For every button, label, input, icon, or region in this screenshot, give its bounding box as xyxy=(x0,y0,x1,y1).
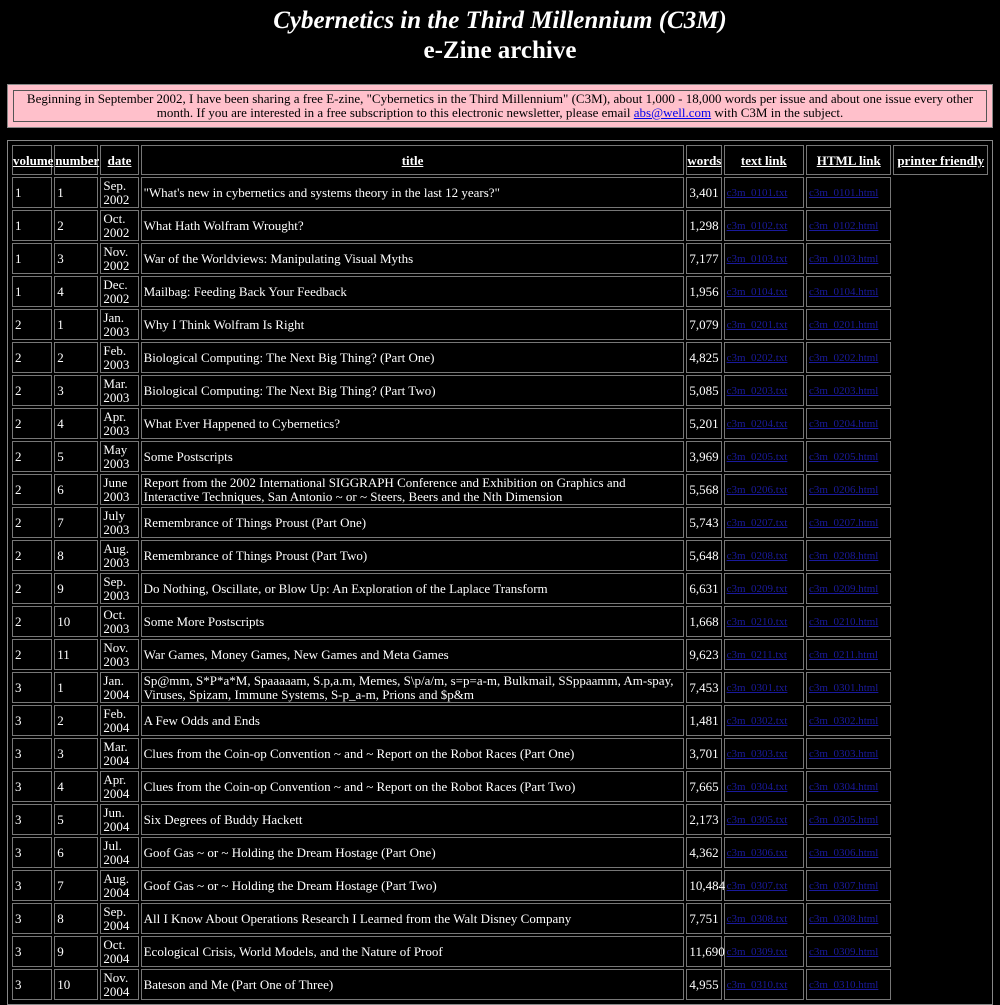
number-cell: 2 xyxy=(54,705,98,736)
title-cell: Goof Gas ~ or ~ Holding the Dream Hostage (Part One) xyxy=(141,837,685,868)
words-cell: 11,690 xyxy=(686,936,721,967)
table-row xyxy=(12,177,988,208)
date-cell: Jun. 2004 xyxy=(100,804,138,835)
words-cell: 9,623 xyxy=(686,639,721,670)
text-link[interactable]: c3m_0308.txt xyxy=(724,903,804,934)
title-cell: Some Postscripts xyxy=(141,441,685,472)
printer-friendly-cell xyxy=(893,672,988,703)
number-cell: 3 xyxy=(54,243,98,274)
number-cell: 9 xyxy=(54,573,98,604)
words-cell: 5,201 xyxy=(686,408,721,439)
number-cell: 6 xyxy=(54,474,98,505)
archive-table-frame xyxy=(7,140,993,1005)
col-date[interactable]: date xyxy=(100,145,138,175)
volume-cell: 3 xyxy=(12,738,52,769)
col-text-link[interactable]: text link xyxy=(724,145,804,175)
intro-box xyxy=(7,84,993,128)
html-link[interactable]: c3m_0307.html xyxy=(806,870,891,901)
text-link[interactable]: c3m_0104.txt xyxy=(724,276,804,307)
html-link[interactable]: c3m_0204.html xyxy=(806,408,891,439)
volume-cell: 3 xyxy=(12,903,52,934)
table-row xyxy=(12,804,988,835)
words-cell: 5,085 xyxy=(686,375,721,406)
table-row xyxy=(12,837,988,868)
title-cell: Report from the 2002 International SIGGRAPH Conference and Exhibition on Graphics and Interactive Techniques, San Antonio ~ or ~ Steers, Beers and the Nth Dimension xyxy=(141,474,685,505)
words-cell: 6,631 xyxy=(686,573,721,604)
number-cell: 4 xyxy=(54,408,98,439)
printer-friendly-cell xyxy=(893,738,988,769)
html-link[interactable]: c3m_0301.html xyxy=(806,672,891,703)
words-cell: 4,362 xyxy=(686,837,721,868)
col-printer-friendly[interactable]: printer friendly xyxy=(893,145,988,175)
volume-cell: 2 xyxy=(12,441,52,472)
html-link[interactable]: c3m_0210.html xyxy=(806,606,891,637)
date-cell: Apr. 2004 xyxy=(100,771,138,802)
number-cell: 1 xyxy=(54,177,98,208)
words-cell: 1,481 xyxy=(686,705,721,736)
number-cell: 2 xyxy=(54,210,98,241)
words-cell: 7,751 xyxy=(686,903,721,934)
date-cell: May 2003 xyxy=(100,441,138,472)
words-cell: 7,079 xyxy=(686,309,721,340)
col-words[interactable]: words xyxy=(686,145,721,175)
number-cell: 11 xyxy=(54,639,98,670)
printer-friendly-cell xyxy=(893,243,988,274)
text-link[interactable]: c3m_0303.txt xyxy=(724,738,804,769)
date-cell: Sep. 2004 xyxy=(100,903,138,934)
words-cell: 1,668 xyxy=(686,606,721,637)
volume-cell: 1 xyxy=(12,276,52,307)
intro-text xyxy=(13,90,987,122)
title-cell: Mailbag: Feeding Back Your Feedback xyxy=(141,276,685,307)
html-link[interactable]: c3m_0302.html xyxy=(806,705,891,736)
text-link[interactable]: c3m_0301.txt xyxy=(724,672,804,703)
volume-cell: 3 xyxy=(12,837,52,868)
volume-cell: 2 xyxy=(12,375,52,406)
date-cell: Feb. 2003 xyxy=(100,342,138,373)
html-link[interactable]: c3m_0304.html xyxy=(806,771,891,802)
text-link[interactable]: c3m_0202.txt xyxy=(724,342,804,373)
number-cell: 2 xyxy=(54,342,98,373)
html-link[interactable]: c3m_0103.html xyxy=(806,243,891,274)
number-cell: 8 xyxy=(54,903,98,934)
text-link[interactable]: c3m_0302.txt xyxy=(724,705,804,736)
title-cell: Biological Computing: The Next Big Thing? (Part One) xyxy=(141,342,685,373)
title-cell: Clues from the Coin-op Convention ~ and ~ Report on the Robot Races (Part One) xyxy=(141,738,685,769)
col-html-link[interactable]: HTML link xyxy=(806,145,891,175)
text-link[interactable]: c3m_0101.txt xyxy=(724,177,804,208)
printer-friendly-cell xyxy=(893,705,988,736)
title-cell: Remembrance of Things Proust (Part Two) xyxy=(141,540,685,571)
html-link[interactable]: c3m_0306.html xyxy=(806,837,891,868)
title-cell: Clues from the Coin-op Convention ~ and ~ Report on the Robot Races (Part Two) xyxy=(141,771,685,802)
table-row xyxy=(12,738,988,769)
title-cell: Why I Think Wolfram Is Right xyxy=(141,309,685,340)
words-cell: 2,173 xyxy=(686,804,721,835)
number-cell: 5 xyxy=(54,804,98,835)
volume-cell: 2 xyxy=(12,606,52,637)
table-row xyxy=(12,540,988,571)
table-row xyxy=(12,243,988,274)
words-cell: 5,648 xyxy=(686,540,721,571)
title-cell: War of the Worldviews: Manipulating Visual Myths xyxy=(141,243,685,274)
table-row xyxy=(12,573,988,604)
words-cell: 1,298 xyxy=(686,210,721,241)
title-cell: What Ever Happened to Cybernetics? xyxy=(141,408,685,439)
printer-friendly-cell xyxy=(893,771,988,802)
date-cell: Nov. 2003 xyxy=(100,639,138,670)
archive-table xyxy=(10,143,990,1002)
text-link[interactable]: c3m_0208.txt xyxy=(724,540,804,571)
date-cell: Feb. 2004 xyxy=(100,705,138,736)
table-body xyxy=(12,177,988,1000)
printer-friendly-cell xyxy=(893,870,988,901)
words-cell: 4,955 xyxy=(686,969,721,1000)
text-link[interactable]: c3m_0209.txt xyxy=(724,573,804,604)
date-cell: Aug. 2004 xyxy=(100,870,138,901)
table-row xyxy=(12,309,988,340)
printer-friendly-cell xyxy=(893,441,988,472)
table-row xyxy=(12,903,988,934)
number-cell: 3 xyxy=(54,375,98,406)
volume-cell: 2 xyxy=(12,573,52,604)
number-cell: 5 xyxy=(54,441,98,472)
intro-text-before: Beginning in September 2002, I have been sharing a free E-zine, "Cybernetics in the Third Millennium" (C3M), about 1,000 - 18,000 words per issue and about one issue every other month. If you are interested in a free subscription to this electronic newsletter, please email xyxy=(26,91,974,120)
text-link[interactable]: c3m_0205.txt xyxy=(724,441,804,472)
table-row xyxy=(12,408,988,439)
volume-cell: 2 xyxy=(12,507,52,538)
printer-friendly-cell xyxy=(893,639,988,670)
text-link[interactable]: c3m_0207.txt xyxy=(724,507,804,538)
printer-friendly-cell xyxy=(893,969,988,1000)
title-cell: Six Degrees of Buddy Hackett xyxy=(141,804,685,835)
html-link[interactable]: c3m_0310.html xyxy=(806,969,891,1000)
date-cell: Sep. 2003 xyxy=(100,573,138,604)
html-link[interactable]: c3m_0208.html xyxy=(806,540,891,571)
volume-cell: 2 xyxy=(12,639,52,670)
text-link[interactable]: c3m_0306.txt xyxy=(724,837,804,868)
volume-cell: 2 xyxy=(12,408,52,439)
date-cell: Nov. 2002 xyxy=(100,243,138,274)
title-cell: War Games, Money Games, New Games and Meta Games xyxy=(141,639,685,670)
text-link[interactable]: c3m_0204.txt xyxy=(724,408,804,439)
volume-cell: 3 xyxy=(12,936,52,967)
text-link[interactable]: c3m_0307.txt xyxy=(724,870,804,901)
words-cell: 7,177 xyxy=(686,243,721,274)
number-cell: 8 xyxy=(54,540,98,571)
title-cell: Do Nothing, Oscillate, or Blow Up: An Exploration of the Laplace Transform xyxy=(141,573,685,604)
date-cell: Oct. 2004 xyxy=(100,936,138,967)
html-link[interactable]: c3m_0309.html xyxy=(806,936,891,967)
volume-cell: 2 xyxy=(12,342,52,373)
date-cell: Jan. 2004 xyxy=(100,672,138,703)
words-cell: 5,743 xyxy=(686,507,721,538)
col-volume[interactable]: volume xyxy=(12,145,52,175)
html-link[interactable]: c3m_0203.html xyxy=(806,375,891,406)
table-row xyxy=(12,276,988,307)
html-link[interactable]: c3m_0101.html xyxy=(806,177,891,208)
printer-friendly-cell xyxy=(893,837,988,868)
printer-friendly-cell xyxy=(893,573,988,604)
volume-cell: 2 xyxy=(12,474,52,505)
words-cell: 3,701 xyxy=(686,738,721,769)
number-cell: 7 xyxy=(54,507,98,538)
text-link[interactable]: c3m_0309.txt xyxy=(724,936,804,967)
html-link[interactable]: c3m_0205.html xyxy=(806,441,891,472)
intro-text-after: with C3M in the subject. xyxy=(711,105,844,120)
html-link[interactable]: c3m_0206.html xyxy=(806,474,891,505)
title-cell: "What's new in cybernetics and systems theory in the last 12 years?" xyxy=(141,177,685,208)
text-link[interactable]: c3m_0201.txt xyxy=(724,309,804,340)
volume-cell: 2 xyxy=(12,540,52,571)
number-cell: 9 xyxy=(54,936,98,967)
html-link[interactable]: c3m_0305.html xyxy=(806,804,891,835)
number-cell: 1 xyxy=(54,309,98,340)
text-link[interactable]: c3m_0206.txt xyxy=(724,474,804,505)
text-link[interactable]: c3m_0310.txt xyxy=(724,969,804,1000)
number-cell: 10 xyxy=(54,969,98,1000)
text-link[interactable]: c3m_0210.txt xyxy=(724,606,804,637)
words-cell: 5,568 xyxy=(686,474,721,505)
date-cell: Nov. 2004 xyxy=(100,969,138,1000)
text-link[interactable]: c3m_0102.txt xyxy=(724,210,804,241)
html-link[interactable]: c3m_0104.html xyxy=(806,276,891,307)
table-row xyxy=(12,507,988,538)
number-cell: 7 xyxy=(54,870,98,901)
title-cell: Remembrance of Things Proust (Part One) xyxy=(141,507,685,538)
html-link[interactable]: c3m_0202.html xyxy=(806,342,891,373)
html-link[interactable]: c3m_0303.html xyxy=(806,738,891,769)
volume-cell: 1 xyxy=(12,243,52,274)
printer-friendly-cell xyxy=(893,804,988,835)
volume-cell: 3 xyxy=(12,870,52,901)
table-row xyxy=(12,375,988,406)
printer-friendly-cell xyxy=(893,408,988,439)
volume-cell: 3 xyxy=(12,705,52,736)
printer-friendly-cell xyxy=(893,507,988,538)
page-title: Cybernetics in the Third Millennium (C3M) xyxy=(273,7,727,34)
page-subtitle: e-Zine archive xyxy=(423,37,577,64)
volume-cell: 1 xyxy=(12,210,52,241)
table-row xyxy=(12,474,988,505)
printer-friendly-cell xyxy=(893,177,988,208)
printer-friendly-cell xyxy=(893,936,988,967)
number-cell: 4 xyxy=(54,276,98,307)
number-cell: 6 xyxy=(54,837,98,868)
date-cell: Jul. 2004 xyxy=(100,837,138,868)
printer-friendly-cell xyxy=(893,540,988,571)
printer-friendly-cell xyxy=(893,210,988,241)
table-row xyxy=(12,210,988,241)
date-cell: Mar. 2004 xyxy=(100,738,138,769)
title-cell: Bateson and Me (Part One of Three) xyxy=(141,969,685,1000)
volume-cell: 2 xyxy=(12,309,52,340)
title-cell: A Few Odds and Ends xyxy=(141,705,685,736)
text-link[interactable]: c3m_0103.txt xyxy=(724,243,804,274)
table-row xyxy=(12,969,988,1000)
html-link[interactable]: c3m_0207.html xyxy=(806,507,891,538)
title-cell: All I Know About Operations Research I Learned from the Walt Disney Company xyxy=(141,903,685,934)
table-row xyxy=(12,672,988,703)
text-link[interactable]: c3m_0304.txt xyxy=(724,771,804,802)
date-cell: June 2003 xyxy=(100,474,138,505)
volume-cell: 1 xyxy=(12,177,52,208)
printer-friendly-cell xyxy=(893,309,988,340)
number-cell: 1 xyxy=(54,672,98,703)
date-cell: Dec. 2002 xyxy=(100,276,138,307)
date-cell: Mar. 2003 xyxy=(100,375,138,406)
date-cell: Oct. 2002 xyxy=(100,210,138,241)
col-number[interactable]: number xyxy=(54,145,98,175)
html-link[interactable]: c3m_0102.html xyxy=(806,210,891,241)
printer-friendly-cell xyxy=(893,375,988,406)
words-cell: 4,825 xyxy=(686,342,721,373)
table-row xyxy=(12,771,988,802)
number-cell: 3 xyxy=(54,738,98,769)
title-cell: Some More Postscripts xyxy=(141,606,685,637)
title-cell: Sp@mm, S*P*a*M, Spaaaaam, S.p,a.m, Memes, S\p/a/m, s=p=a-m, Bulkmail, SSppaamm, Am-spay, Viruses, Spizam, Immune Systems, S-p_a-m, Prions and $p&m xyxy=(141,672,685,703)
date-cell: Sep. 2002 xyxy=(100,177,138,208)
text-link[interactable]: c3m_0203.txt xyxy=(724,375,804,406)
volume-cell: 3 xyxy=(12,672,52,703)
html-link[interactable]: c3m_0201.html xyxy=(806,309,891,340)
text-link[interactable]: c3m_0305.txt xyxy=(724,804,804,835)
date-cell: Oct. 2003 xyxy=(100,606,138,637)
printer-friendly-cell xyxy=(893,903,988,934)
html-link[interactable]: c3m_0209.html xyxy=(806,573,891,604)
printer-friendly-cell xyxy=(893,276,988,307)
email-link[interactable]: abs@well.com xyxy=(633,105,712,120)
date-cell: Aug. 2003 xyxy=(100,540,138,571)
words-cell: 7,665 xyxy=(686,771,721,802)
table-row xyxy=(12,936,988,967)
title-cell: Biological Computing: The Next Big Thing? (Part Two) xyxy=(141,375,685,406)
date-cell: Jan. 2003 xyxy=(100,309,138,340)
title-cell: Ecological Crisis, World Models, and the Nature of Proof xyxy=(141,936,685,967)
col-title[interactable]: title xyxy=(141,145,685,175)
table-row xyxy=(12,606,988,637)
table-row xyxy=(12,342,988,373)
printer-friendly-cell xyxy=(893,474,988,505)
number-cell: 10 xyxy=(54,606,98,637)
volume-cell: 3 xyxy=(12,804,52,835)
table-row xyxy=(12,705,988,736)
words-cell: 7,453 xyxy=(686,672,721,703)
title-cell: What Hath Wolfram Wrought? xyxy=(141,210,685,241)
words-cell: 3,969 xyxy=(686,441,721,472)
table-row xyxy=(12,870,988,901)
printer-friendly-cell xyxy=(893,606,988,637)
printer-friendly-cell xyxy=(893,342,988,373)
volume-cell: 3 xyxy=(12,771,52,802)
html-link[interactable]: c3m_0211.html xyxy=(806,639,891,670)
html-link[interactable]: c3m_0308.html xyxy=(806,903,891,934)
volume-cell: 3 xyxy=(12,969,52,1000)
words-cell: 3,401 xyxy=(686,177,721,208)
table-row xyxy=(12,639,988,670)
title-cell: Goof Gas ~ or ~ Holding the Dream Hostage (Part Two) xyxy=(141,870,685,901)
table-row xyxy=(12,441,988,472)
number-cell: 4 xyxy=(54,771,98,802)
table-header-row xyxy=(12,145,988,175)
date-cell: July 2003 xyxy=(100,507,138,538)
date-cell: Apr. 2003 xyxy=(100,408,138,439)
page-header xyxy=(0,0,1000,66)
words-cell: 1,956 xyxy=(686,276,721,307)
words-cell: 10,484 xyxy=(686,870,721,901)
text-link[interactable]: c3m_0211.txt xyxy=(724,639,804,670)
